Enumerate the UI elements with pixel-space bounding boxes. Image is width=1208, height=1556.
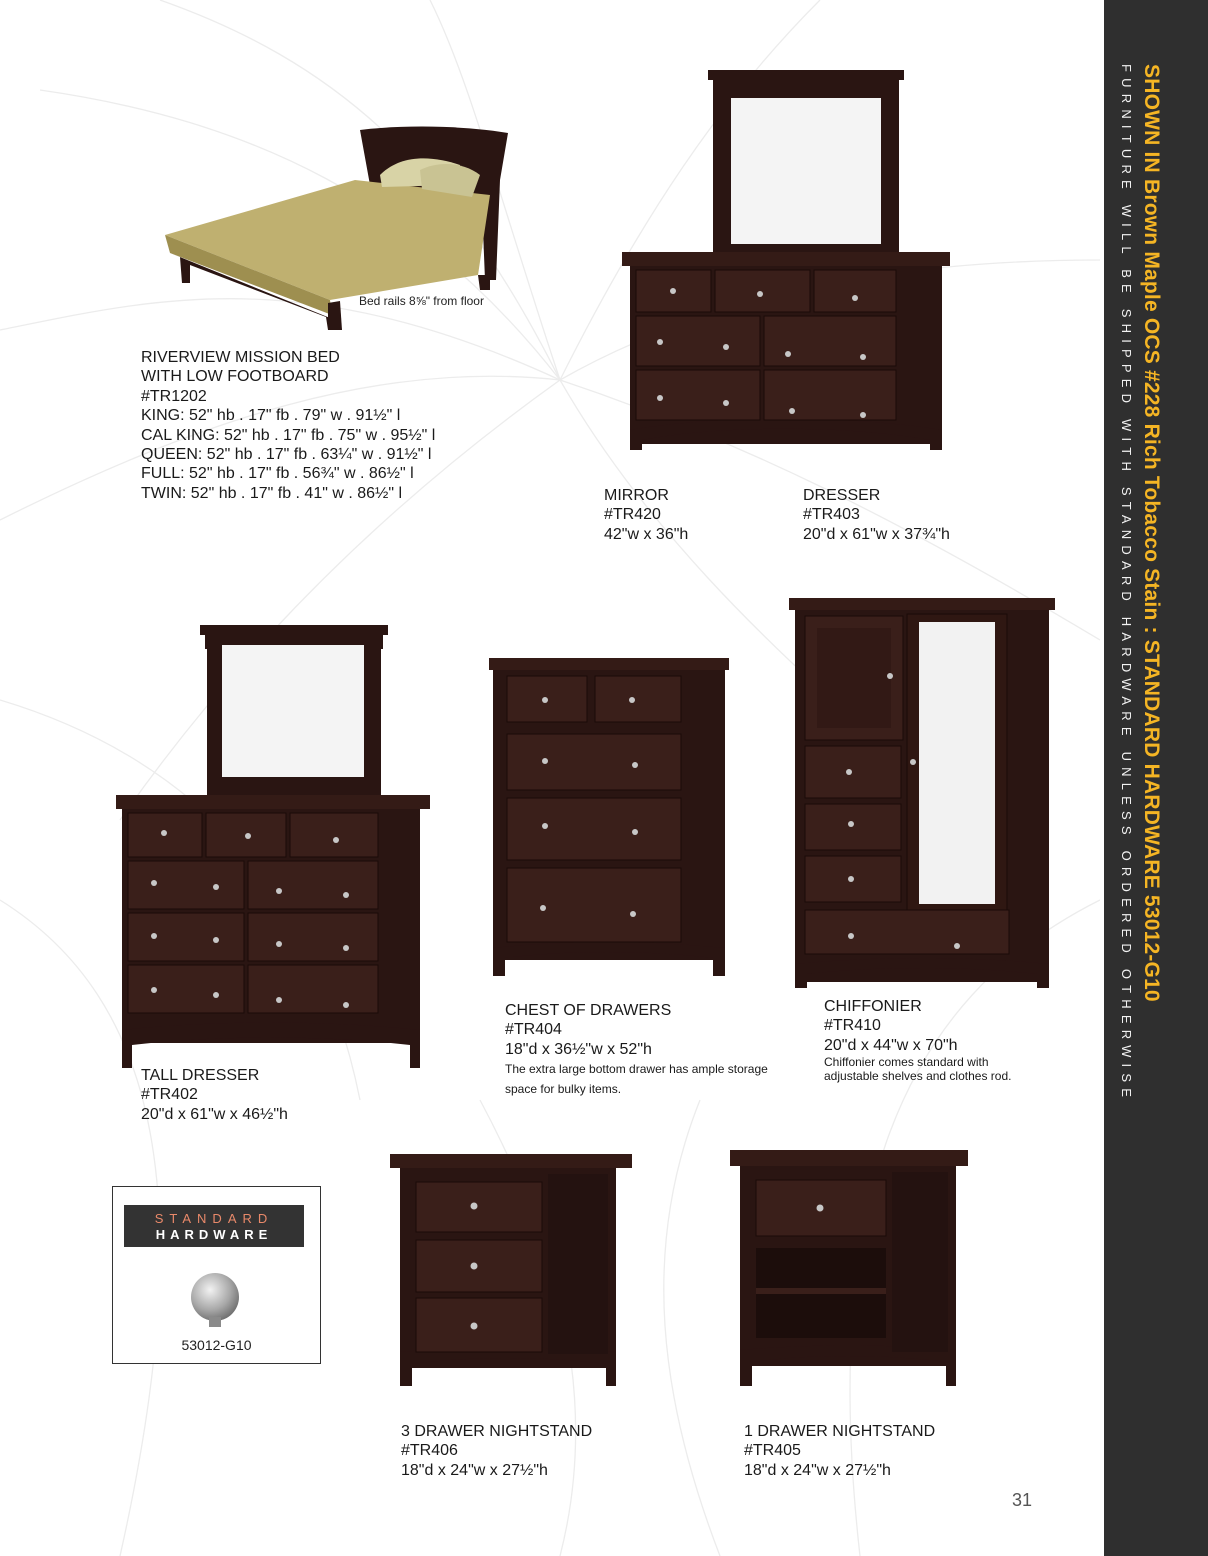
bed-size-cal-king: CAL KING: 52" hb . 17" fb . 75" w . 95½" l: [141, 426, 436, 444]
dresser-name: DRESSER: [803, 487, 881, 504]
bed-size-king: KING: 52" hb . 17" fb . 79" w . 91½" l: [141, 407, 401, 425]
bed-caption: [141, 348, 435, 503]
nightstand3-code: #TR406: [401, 1442, 458, 1460]
bed-size-full: FULL: 52" hb . 17" fb . 56¾" w . 86½" l: [141, 465, 414, 483]
tall-dresser-name: TALL DRESSER: [141, 1067, 260, 1084]
dresser-size: 20"d x 61"w x 37¾"h: [803, 525, 950, 543]
dresser-caption: [803, 486, 950, 544]
nightstand1-code: #TR405: [744, 1442, 801, 1460]
chiffonier-name: CHIFFONIER: [824, 998, 922, 1015]
bed-name-line1: RIVERVIEW MISSION BED: [141, 349, 340, 366]
chest-of-drawers-image: [487, 658, 731, 978]
nightstand3-size: 18"d x 24"w x 27½"h: [401, 1461, 548, 1479]
nightstand1-size: 18"d x 24"w x 27½"h: [744, 1461, 891, 1479]
knob-icon: [183, 1269, 247, 1329]
hardware-code: 53012-G10: [181, 1337, 252, 1353]
mirror-code: #TR420: [604, 506, 661, 524]
bed-size-twin: TWIN: 52" hb . 17" fb . 41" w . 86½" l: [141, 484, 403, 502]
three-drawer-nightstand-image: [388, 1152, 634, 1388]
chest-caption: [505, 1001, 768, 1099]
bed-size-queen: QUEEN: 52" hb . 17" fb . 63¼" w . 91½" l: [141, 446, 432, 464]
standard-hardware-box: [112, 1186, 321, 1364]
chiffonier-caption: [824, 997, 1011, 1083]
sidebar-title: SHOWN IN Brown Maple OCS #228 Rich Tobacco Stain : STANDARD HARDWARE 53012-G10: [1140, 64, 1163, 1002]
hardware-label-top: STANDARD: [154, 1211, 274, 1226]
dresser-code: #TR403: [803, 506, 860, 524]
chest-name: CHEST OF DRAWERS: [505, 1002, 672, 1019]
page-number: 31: [1012, 1490, 1033, 1510]
nightstand1-caption: [744, 1422, 935, 1480]
dresser-mirror-image: [618, 70, 952, 462]
bed-rails-note: Bed rails 8⅝" from floor: [359, 294, 484, 308]
chest-size: 18"d x 36½"w x 52"h: [505, 1040, 652, 1058]
chest-note-line2: space for bulky items.: [505, 1082, 622, 1097]
one-drawer-nightstand-image: [728, 1148, 970, 1388]
hardware-label-bottom: HARDWARE: [155, 1227, 273, 1242]
chiffonier-note-line2: adjustable shelves and clothes rod.: [824, 1069, 1012, 1084]
chiffonier-code: #TR410: [824, 1017, 881, 1035]
tall-dresser-caption: [141, 1066, 288, 1124]
sidebar-subtitle: FURNITURE WILL BE SHIPPED WITH STANDARD HARDWARE UNLESS ORDERED OTHERWISE: [1119, 64, 1134, 1104]
bed-code: #TR1202: [141, 387, 207, 405]
tall-dresser-image: [114, 625, 432, 1068]
chiffonier-note-line1: Chiffonier comes standard with: [824, 1055, 989, 1070]
mirror-caption: [604, 486, 688, 544]
nightstand1-name: 1 DRAWER NIGHTSTAND: [744, 1423, 936, 1440]
nightstand3-name: 3 DRAWER NIGHTSTAND: [401, 1423, 593, 1440]
chest-code: #TR404: [505, 1021, 562, 1039]
nightstand3-caption: [401, 1422, 592, 1480]
standard-hardware-label: [124, 1205, 304, 1247]
mirror-size: 42"w x 36"h: [604, 525, 689, 543]
chest-note-line1: The extra large bottom drawer has ample storage: [505, 1062, 768, 1077]
tall-dresser-size: 20"d x 61"w x 46½"h: [141, 1105, 288, 1123]
tall-dresser-code: #TR402: [141, 1086, 198, 1104]
chiffonier-size: 20"d x 44"w x 70"h: [824, 1036, 958, 1054]
bed-name-line2: WITH LOW FOOTBOARD: [141, 368, 329, 386]
mirror-name: MIRROR: [604, 487, 669, 504]
chiffonier-image: [787, 594, 1057, 990]
